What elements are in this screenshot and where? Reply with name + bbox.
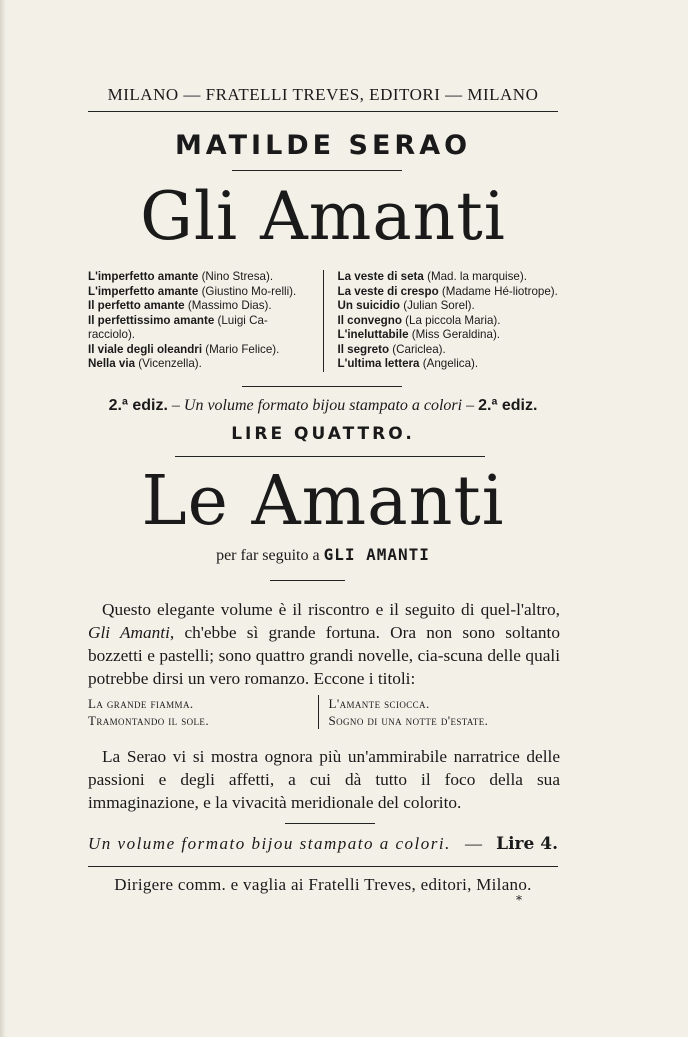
- header-rule: [88, 111, 558, 112]
- author-rule: [232, 170, 402, 171]
- book2-description: Questo elegante volume è il riscontro e il seguito di quel-l'altro, Gli Amanti, ch'ebbe sì grande fortuna. Ora non sono soltanto bozzetti e pastelli; sono quattro grandi novelle, cia-scuna delle quali potrebbe dirsi un vero romanzo. Eccone i titoli:: [88, 600, 560, 688]
- book2-title: Le Amanti: [141, 462, 505, 541]
- book1-contents: [88, 270, 558, 372]
- story-entry: Un suicidio (Julian Sorel).: [337, 299, 475, 312]
- story-entry: L'ultima lettera (Angelica).: [337, 357, 479, 370]
- story-entry: Il perfetto amante (Massimo Dias).: [88, 299, 272, 312]
- novella-title: Tramontando il sole.: [88, 713, 209, 728]
- praise-ornament-rule: [285, 823, 375, 824]
- subtitle-ornament-rule: [270, 580, 345, 581]
- story-entry: Il viale degli oleandri (Mario Felice).: [88, 342, 280, 356]
- book2-titles: [88, 695, 558, 729]
- titles-left: [88, 695, 319, 729]
- book1-contents-right: [324, 270, 559, 372]
- titles-right: [319, 695, 559, 729]
- novella-title: Sogno di una notte d'estate.: [328, 713, 489, 728]
- story-entry: L'imperfetto amante (Giustino Mo-relli).: [88, 284, 297, 298]
- footer-rule: [88, 866, 558, 867]
- story-entry: Nella via (Vicenzella).: [88, 357, 202, 370]
- story-entry: L'ineluttabile (Miss Geraldina).: [337, 328, 501, 341]
- book1-edition-line: 2.ª ediz. – Un volume formato bijou stampato a colori – 2.ª ediz.: [108, 397, 538, 414]
- book1-price: LIRE QUATTRO.: [231, 424, 415, 444]
- book2-price-line: Un volume formato bijou stampato a colori. — Lire 4.: [88, 834, 558, 854]
- ordering-instructions: Dirigere comm. e vaglia ai Fratelli Treves, editori, Milano.: [114, 875, 532, 894]
- section-divider: [175, 456, 485, 457]
- story-entry: Il perfettissimo amante (Luigi Ca-racciolo).: [88, 313, 268, 341]
- contents-rule: [242, 386, 402, 387]
- story-entry: Il segreto (Cariclea).: [337, 342, 446, 356]
- story-entry: La veste di seta (Mad. la marquise).: [337, 270, 527, 283]
- page-edge: [0, 0, 6, 1037]
- story-entry: L'imperfetto amante (Nino Stresa).: [88, 270, 274, 283]
- book2-subtitle: per far seguito a GLI AMANTI: [216, 545, 430, 564]
- story-entry: La veste di crespo (Madame Hé-liotrope).: [337, 284, 558, 298]
- book2-praise: La Serao vi si mostra ognora più un'ammirabile narratrice delle passioni e degli affetti, a cui dà tutto il foco della sua immaginazione, e la vivacità meridionale del colorito.: [88, 747, 560, 812]
- book1-title: Gli Amanti: [140, 178, 506, 255]
- asterisk-mark: *: [516, 893, 522, 907]
- publisher-header: MILANO — FRATELLI TREVES, EDITORI — MILANO: [107, 85, 539, 104]
- author-name: MATILDE SERAO: [174, 130, 472, 161]
- story-entry: Il convegno (La piccola Maria).: [337, 313, 501, 327]
- novella-title: L'amante sciocca.: [328, 696, 430, 711]
- book1-contents-left: [88, 270, 324, 372]
- novella-title: La grande fiamma.: [88, 696, 194, 711]
